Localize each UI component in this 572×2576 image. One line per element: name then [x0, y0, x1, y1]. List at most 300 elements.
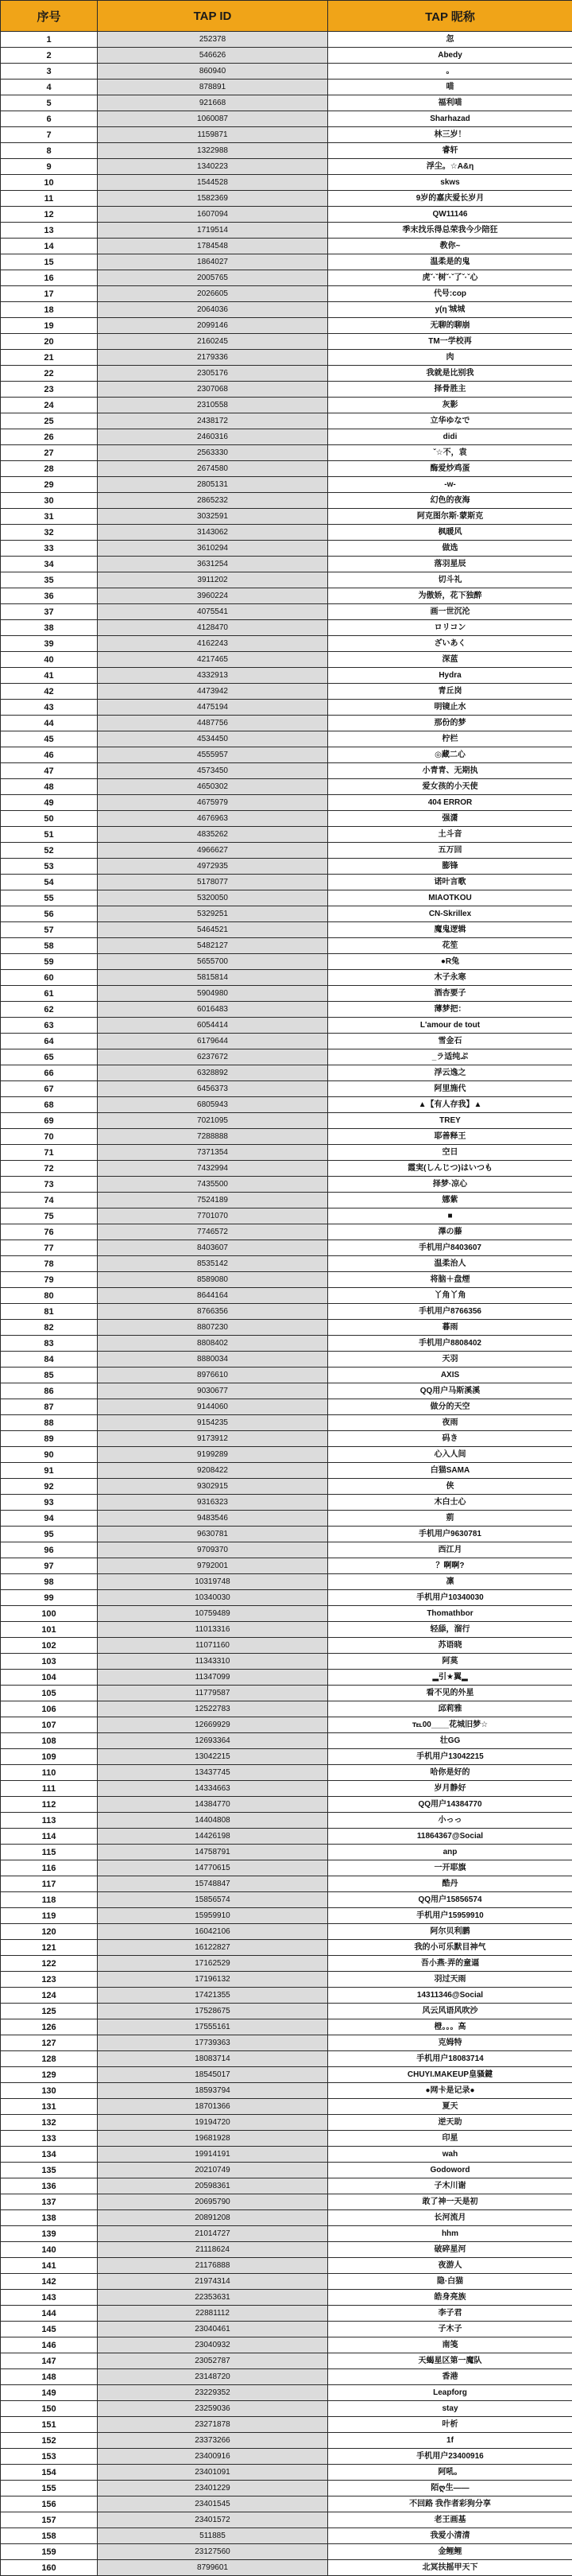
table-row	[1, 1813, 572, 1829]
table-row	[1, 1224, 572, 1240]
row-nickname: 印星	[328, 2131, 572, 2147]
row-seq: 103	[1, 1654, 98, 1670]
row-seq: 16	[1, 270, 98, 286]
table-row	[1, 2544, 572, 2560]
row-tap-id: 17528675	[98, 2004, 328, 2019]
row-tap-id: 4573450	[98, 763, 328, 779]
table-row	[1, 2147, 572, 2163]
row-nickname: 岁月静好	[328, 1781, 572, 1797]
row-nickname: 手机用户13042215	[328, 1749, 572, 1765]
row-tap-id: 20210749	[98, 2163, 328, 2178]
row-seq: 58	[1, 938, 98, 954]
row-seq: 10	[1, 175, 98, 191]
table-row	[1, 429, 572, 445]
row-nickname: 无聊的聊崩	[328, 318, 572, 334]
row-tap-id: 11071160	[98, 1638, 328, 1654]
row-seq: 126	[1, 2019, 98, 2035]
row-tap-id: 860940	[98, 64, 328, 80]
table-row	[1, 80, 572, 95]
row-seq: 11	[1, 191, 98, 207]
row-nickname: 花笙	[328, 938, 572, 954]
row-seq: 83	[1, 1336, 98, 1352]
row-tap-id: 11343310	[98, 1654, 328, 1670]
row-seq: 146	[1, 2337, 98, 2353]
row-seq: 30	[1, 493, 98, 509]
table-row	[1, 1097, 572, 1113]
row-seq: 84	[1, 1352, 98, 1368]
table-row	[1, 2337, 572, 2353]
table-row	[1, 954, 572, 970]
row-seq: 34	[1, 557, 98, 572]
table-row	[1, 111, 572, 127]
table-row	[1, 1717, 572, 1733]
row-tap-id: 5815814	[98, 970, 328, 986]
table-row	[1, 334, 572, 350]
row-nickname: 14311346@Social	[328, 1988, 572, 2004]
row-seq: 47	[1, 763, 98, 779]
table-row	[1, 239, 572, 254]
table-row	[1, 2099, 572, 2115]
row-seq: 71	[1, 1145, 98, 1161]
row-seq: 105	[1, 1686, 98, 1701]
row-tap-id: 9316323	[98, 1495, 328, 1511]
table-row	[1, 1972, 572, 1988]
table-row	[1, 557, 572, 572]
row-nickname: 教你~	[328, 239, 572, 254]
row-nickname: ℡00____花城旧梦☆	[328, 1717, 572, 1733]
table-row	[1, 207, 572, 223]
table-row	[1, 2226, 572, 2242]
row-seq: 86	[1, 1383, 98, 1399]
row-tap-id: 3911202	[98, 572, 328, 588]
row-tap-id: 3960224	[98, 588, 328, 604]
row-nickname: 南笺	[328, 2337, 572, 2353]
row-nickname: 将脑＋盘煙	[328, 1272, 572, 1288]
row-seq: 56	[1, 906, 98, 922]
row-seq: 96	[1, 1542, 98, 1558]
table-row	[1, 2035, 572, 2051]
table-row	[1, 1129, 572, 1145]
row-nickname: ◎藏二心	[328, 747, 572, 763]
table-row	[1, 445, 572, 461]
table-row	[1, 1574, 572, 1590]
table-row	[1, 1399, 572, 1415]
row-seq: 70	[1, 1129, 98, 1145]
row-tap-id: 3631254	[98, 557, 328, 572]
row-tap-id: 4217465	[98, 652, 328, 668]
row-seq: 104	[1, 1670, 98, 1686]
row-seq: 43	[1, 700, 98, 716]
table-row	[1, 1527, 572, 1542]
table-row	[1, 2210, 572, 2226]
row-nickname: 那份的梦	[328, 716, 572, 731]
row-nickname: 凛	[328, 1574, 572, 1590]
table-row	[1, 890, 572, 906]
row-tap-id: 18545017	[98, 2067, 328, 2083]
row-seq: 157	[1, 2512, 98, 2528]
row-tap-id: 8644164	[98, 1288, 328, 1304]
row-nickname: 。	[328, 64, 572, 80]
row-tap-id: 23401572	[98, 2512, 328, 2528]
table-row	[1, 795, 572, 811]
row-seq: 36	[1, 588, 98, 604]
table-row	[1, 2019, 572, 2035]
row-seq: 9	[1, 159, 98, 175]
table-row	[1, 350, 572, 366]
row-seq: 98	[1, 1574, 98, 1590]
row-tap-id: 20598361	[98, 2178, 328, 2194]
row-seq: 45	[1, 731, 98, 747]
table-row	[1, 2369, 572, 2385]
row-seq: 111	[1, 1781, 98, 1797]
row-tap-id: 17739363	[98, 2035, 328, 2051]
row-seq: 4	[1, 80, 98, 95]
row-seq: 148	[1, 2369, 98, 2385]
row-nickname: 小っっ	[328, 1813, 572, 1829]
row-nickname: 雪金石	[328, 1034, 572, 1049]
row-tap-id: 11347099	[98, 1670, 328, 1686]
row-nickname: Leapforg	[328, 2385, 572, 2401]
row-tap-id: 23259036	[98, 2401, 328, 2417]
row-seq: 106	[1, 1701, 98, 1717]
row-nickname: 肉	[328, 350, 572, 366]
table-row	[1, 2067, 572, 2083]
row-nickname: 浮云逸之	[328, 1065, 572, 1081]
row-tap-id: 2805131	[98, 477, 328, 493]
table-row	[1, 1002, 572, 1018]
row-seq: 142	[1, 2274, 98, 2290]
row-nickname: QQ用户15856574	[328, 1892, 572, 1908]
row-seq: 15	[1, 254, 98, 270]
row-nickname: 画一世沉沦	[328, 604, 572, 620]
row-seq: 108	[1, 1733, 98, 1749]
row-nickname: 风云风语风吹沙	[328, 2004, 572, 2019]
table-row	[1, 254, 572, 270]
row-seq: 131	[1, 2099, 98, 2115]
row-seq: 7	[1, 127, 98, 143]
table-row	[1, 1590, 572, 1606]
row-seq: 120	[1, 1924, 98, 1940]
row-seq: 6	[1, 111, 98, 127]
row-seq: 123	[1, 1972, 98, 1988]
row-tap-id: 20891208	[98, 2210, 328, 2226]
row-seq: 156	[1, 2496, 98, 2512]
table-row	[1, 541, 572, 557]
row-nickname: 虎ˇ·ˇ树ˇ·ˇ了ˇ·ˇ心	[328, 270, 572, 286]
row-nickname: MIAOTKOU	[328, 890, 572, 906]
row-tap-id: 2099146	[98, 318, 328, 334]
row-tap-id: 19194720	[98, 2115, 328, 2131]
row-nickname: 酷丹	[328, 1876, 572, 1892]
row-tap-id: 6054414	[98, 1018, 328, 1034]
row-seq: 115	[1, 1845, 98, 1860]
row-nickname: 手机用户8766356	[328, 1304, 572, 1320]
row-seq: 136	[1, 2178, 98, 2194]
row-seq: 67	[1, 1081, 98, 1097]
row-nickname: skws	[328, 175, 572, 191]
row-tap-id: 9173912	[98, 1431, 328, 1447]
table-row	[1, 1988, 572, 2004]
row-nickname: 爱女孩的小天使	[328, 779, 572, 795]
row-tap-id: 10319748	[98, 1574, 328, 1590]
row-nickname: Abedy	[328, 48, 572, 64]
row-seq: 29	[1, 477, 98, 493]
row-tap-id: 4075541	[98, 604, 328, 620]
row-nickname: wah	[328, 2147, 572, 2163]
row-tap-id: 12669929	[98, 1717, 328, 1733]
table-row	[1, 2004, 572, 2019]
row-tap-id: 23401545	[98, 2496, 328, 2512]
row-seq: 19	[1, 318, 98, 334]
table-row	[1, 1145, 572, 1161]
row-tap-id: 16122827	[98, 1940, 328, 1956]
table-row	[1, 2481, 572, 2496]
row-seq: 53	[1, 859, 98, 875]
table-row	[1, 159, 572, 175]
table-row	[1, 1447, 572, 1463]
table-row	[1, 2417, 572, 2433]
row-nickname: 柠栏	[328, 731, 572, 747]
row-nickname: 忽	[328, 32, 572, 48]
row-tap-id: 20695790	[98, 2194, 328, 2210]
table-row	[1, 2560, 572, 2576]
row-seq: 79	[1, 1272, 98, 1288]
table-row	[1, 859, 572, 875]
row-tap-id: 17162529	[98, 1956, 328, 1972]
table-row	[1, 2465, 572, 2481]
table-row	[1, 1956, 572, 1972]
row-nickname: 深蓝	[328, 652, 572, 668]
table-row	[1, 875, 572, 890]
row-tap-id: 23040461	[98, 2322, 328, 2337]
table-row	[1, 2242, 572, 2258]
row-nickname: 五万回	[328, 843, 572, 859]
row-seq: 119	[1, 1908, 98, 1924]
table-row	[1, 811, 572, 827]
table-row	[1, 382, 572, 398]
row-tap-id: 12693364	[98, 1733, 328, 1749]
row-nickname: 长河流月	[328, 2210, 572, 2226]
row-tap-id: 4675979	[98, 795, 328, 811]
row-nickname: L'amour de tout	[328, 1018, 572, 1034]
table-row	[1, 1081, 572, 1097]
row-nickname: ˇ☆不，袁	[328, 445, 572, 461]
table-row	[1, 1654, 572, 1670]
row-tap-id: 7746572	[98, 1224, 328, 1240]
row-tap-id: 8880034	[98, 1352, 328, 1368]
row-tap-id: 4835262	[98, 827, 328, 843]
header-row	[1, 1, 572, 32]
row-nickname: ▲【有人存我】▲	[328, 1097, 572, 1113]
row-tap-id: 5329251	[98, 906, 328, 922]
row-tap-id: 4332913	[98, 668, 328, 684]
row-tap-id: 1159871	[98, 127, 328, 143]
table-row	[1, 1018, 572, 1034]
row-tap-id: 14426198	[98, 1829, 328, 1845]
row-seq: 61	[1, 986, 98, 1002]
table-row	[1, 1733, 572, 1749]
header-tap-id: TAP ID	[98, 1, 328, 32]
row-seq: 1	[1, 32, 98, 48]
row-tap-id: 10759489	[98, 1606, 328, 1622]
row-nickname: 夏天	[328, 2099, 572, 2115]
table-row	[1, 286, 572, 302]
table-body	[1, 32, 572, 2576]
row-nickname: 皓身亮族	[328, 2290, 572, 2306]
row-nickname: TREY	[328, 1113, 572, 1129]
row-tap-id: 4162243	[98, 636, 328, 652]
table-row	[1, 1686, 572, 1701]
table-row	[1, 461, 572, 477]
table-row	[1, 1606, 572, 1622]
row-tap-id: 2865232	[98, 493, 328, 509]
row-nickname: CHUYI.MAKEUP皇骚鍵	[328, 2067, 572, 2083]
table-row	[1, 175, 572, 191]
table-row	[1, 318, 572, 334]
row-nickname: QW11146	[328, 207, 572, 223]
row-seq: 44	[1, 716, 98, 731]
table-row	[1, 1622, 572, 1638]
row-tap-id: 2026605	[98, 286, 328, 302]
row-tap-id: 7021095	[98, 1113, 328, 1129]
row-seq: 77	[1, 1240, 98, 1256]
row-seq: 31	[1, 509, 98, 525]
row-nickname: 灰影	[328, 398, 572, 413]
row-seq: 124	[1, 1988, 98, 2004]
row-nickname: 手机用户9630781	[328, 1527, 572, 1542]
table-row	[1, 127, 572, 143]
row-nickname: 明镜止水	[328, 700, 572, 716]
row-tap-id: 2438172	[98, 413, 328, 429]
row-tap-id: 6237672	[98, 1049, 328, 1065]
row-nickname: Sharhazad	[328, 111, 572, 127]
row-seq: 54	[1, 875, 98, 890]
row-tap-id: 1864027	[98, 254, 328, 270]
row-nickname: 澤の藤	[328, 1224, 572, 1240]
table-row	[1, 938, 572, 954]
table-row	[1, 1670, 572, 1686]
row-tap-id: 18701366	[98, 2099, 328, 2115]
row-nickname: 手机用户8403607	[328, 1240, 572, 1256]
row-tap-id: 4966627	[98, 843, 328, 859]
row-seq: 91	[1, 1463, 98, 1479]
row-tap-id: 15856574	[98, 1892, 328, 1908]
row-nickname: 一开耶旗	[328, 1860, 572, 1876]
table-row	[1, 1940, 572, 1956]
row-tap-id: 7432994	[98, 1161, 328, 1177]
table-row	[1, 1908, 572, 1924]
row-seq: 117	[1, 1876, 98, 1892]
table-row	[1, 48, 572, 64]
row-nickname: 木白士心	[328, 1495, 572, 1511]
row-seq: 48	[1, 779, 98, 795]
row-nickname: 阿克图尔斯·蒙斯克	[328, 509, 572, 525]
row-nickname: anp	[328, 1845, 572, 1860]
row-nickname: 克姆特	[328, 2035, 572, 2051]
row-nickname: 做选	[328, 541, 572, 557]
row-nickname: 老王画基	[328, 2512, 572, 2528]
row-tap-id: 1784548	[98, 239, 328, 254]
row-nickname: ●R兔	[328, 954, 572, 970]
row-tap-id: 8589080	[98, 1272, 328, 1288]
row-nickname: 苏语晓	[328, 1638, 572, 1654]
table-row	[1, 366, 572, 382]
row-nickname: 1f	[328, 2433, 572, 2449]
row-nickname: 夜雨	[328, 1415, 572, 1431]
row-tap-id: 11779587	[98, 1686, 328, 1701]
row-nickname: 青丘岗	[328, 684, 572, 700]
row-tap-id: 15959910	[98, 1908, 328, 1924]
row-seq: 81	[1, 1304, 98, 1320]
row-seq: 141	[1, 2258, 98, 2274]
row-seq: 26	[1, 429, 98, 445]
table-row	[1, 1049, 572, 1065]
row-tap-id: 9302915	[98, 1479, 328, 1495]
row-nickname: 我就是比别我	[328, 366, 572, 382]
row-seq: 50	[1, 811, 98, 827]
row-tap-id: 23401229	[98, 2481, 328, 2496]
row-seq: 149	[1, 2385, 98, 2401]
row-seq: 37	[1, 604, 98, 620]
row-nickname: 季末找乐得总荣我今少陪狂	[328, 223, 572, 239]
row-seq: 60	[1, 970, 98, 986]
row-seq: 76	[1, 1224, 98, 1240]
table-row	[1, 95, 572, 111]
row-tap-id: 5655700	[98, 954, 328, 970]
row-seq: 97	[1, 1558, 98, 1574]
row-seq: 75	[1, 1208, 98, 1224]
row-nickname: 香港	[328, 2369, 572, 2385]
row-tap-id: 5482127	[98, 938, 328, 954]
row-nickname: ■	[328, 1208, 572, 1224]
row-tap-id: 13437745	[98, 1765, 328, 1781]
table-row	[1, 604, 572, 620]
row-tap-id: 6179644	[98, 1034, 328, 1049]
row-nickname: 强潇	[328, 811, 572, 827]
row-tap-id: 3032591	[98, 509, 328, 525]
table-row	[1, 1208, 572, 1224]
row-nickname: 侠	[328, 1479, 572, 1495]
row-nickname: 阿吼。	[328, 2465, 572, 2481]
row-nickname: 心入人间	[328, 1447, 572, 1463]
row-seq: 95	[1, 1527, 98, 1542]
row-seq: 41	[1, 668, 98, 684]
row-nickname: 9岁的嘉庆爱长岁月	[328, 191, 572, 207]
row-seq: 154	[1, 2465, 98, 2481]
table-row	[1, 716, 572, 731]
row-seq: 112	[1, 1797, 98, 1813]
row-nickname: 为傲娇，花下独醉	[328, 588, 572, 604]
row-seq: 144	[1, 2306, 98, 2322]
row-nickname: ▂引★翼▂	[328, 1670, 572, 1686]
row-tap-id: 14334663	[98, 1781, 328, 1797]
table-row	[1, 1431, 572, 1447]
row-nickname: 霞実(しんじつ)はいつも	[328, 1161, 572, 1177]
row-nickname: 诺叶言歌	[328, 875, 572, 890]
row-tap-id: 23052787	[98, 2353, 328, 2369]
row-tap-id: 9483546	[98, 1511, 328, 1527]
row-tap-id: 21118624	[98, 2242, 328, 2258]
row-tap-id: 9154235	[98, 1415, 328, 1431]
row-nickname: 白猫SAMA	[328, 1463, 572, 1479]
row-seq: 107	[1, 1717, 98, 1733]
row-tap-id: 13042215	[98, 1749, 328, 1765]
row-seq: 114	[1, 1829, 98, 1845]
row-nickname: didi	[328, 429, 572, 445]
row-seq: 18	[1, 302, 98, 318]
row-nickname: stay	[328, 2401, 572, 2417]
row-tap-id: 18083714	[98, 2051, 328, 2067]
